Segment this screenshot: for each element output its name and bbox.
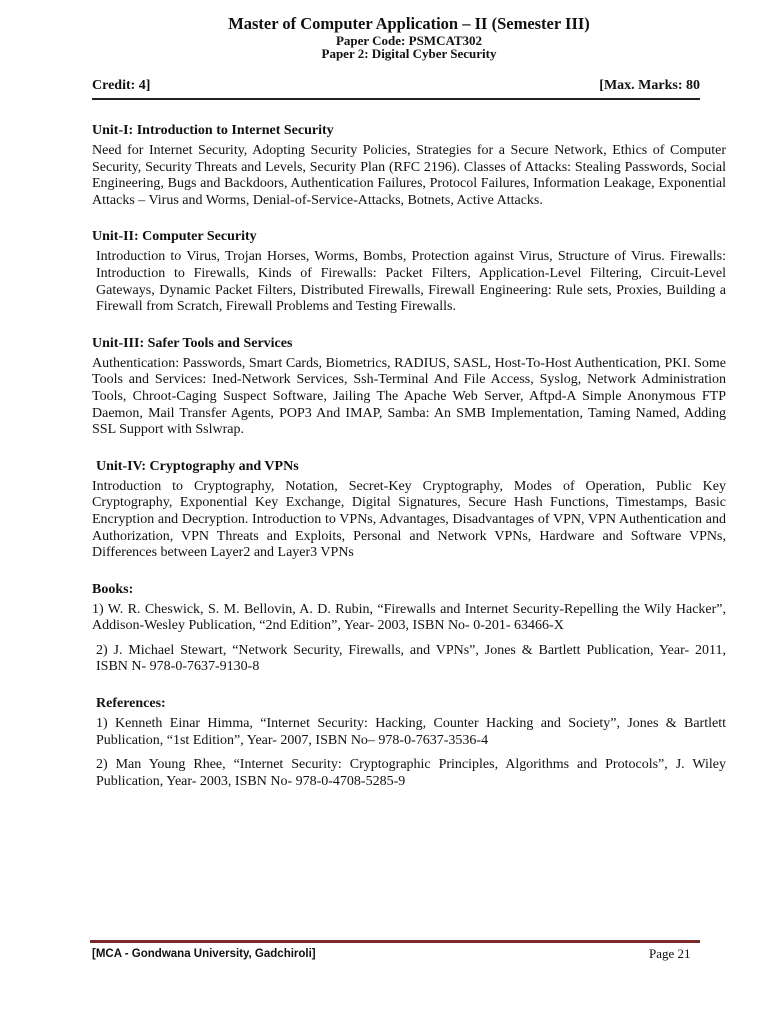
book-item: 2) J. Michael Stewart, “Network Security, Firewalls, and VPNs”, Jones & Bartlett Publication, Year- 2011, ISBN N- 978-0-7637-9130-8 (96, 642, 726, 675)
unit-content: Need for Internet Security, Adopting Security Policies, Strategies for a Secure Network, Ethics of Computer Security, Security Threats and Levels, Security Plan (RFC 2196). Classes of Attacks: Stealing Passwords, Social Engineering, Bugs and Backdoors, Authentication Failures, Protocol Failures, Information Leakage, Exponential Attacks – Virus and Worms, Denial-of-Service-Attacks, Botnets, Active Attacks. (92, 143, 726, 208)
header-divider (92, 98, 700, 100)
unit-section (92, 459, 726, 562)
unit-content: Introduction to Virus, Trojan Horses, Worms, Bombs, Protection against Virus, Structure of Virus. Firewalls: Introduction to Firewalls, Kinds of Firewalls: Packet Filters, Application-Level Filtering, Circuit-Level Gateways, Dynamic Packet Filters, Distributed Firewalls, Firewall Engineering: Rule sets, Proxies, Building a Firewall from Scratch, Firewall Problems and Testing Firewalls. (96, 249, 726, 315)
paper-name: Paper 2: Digital Cyber Security (321, 46, 497, 61)
books-heading: Books: (92, 581, 134, 597)
page-number: Page 21 (649, 946, 691, 961)
unit-section (92, 336, 726, 439)
max-marks-label: [Max. Marks: 80 (599, 78, 700, 93)
document-page (92, 14, 726, 789)
unit-heading: Unit-II: Computer Security (92, 229, 257, 245)
credits-row (92, 78, 700, 94)
books-section (92, 582, 726, 676)
unit-section (92, 229, 726, 315)
unit-heading: Unit-IV: Cryptography and VPNs (96, 458, 299, 474)
footer-institution: [MCA - Gondwana University, Gadchiroli] (92, 948, 316, 960)
footer-divider (90, 940, 700, 943)
paper-code: Paper Code: PSMCAT302 (335, 33, 483, 48)
reference-item: 2) Man Young Rhee, “Internet Security: Cryptographic Principles, Algorithms and Protocols”, J. Wiley Publication, Year- 2003, ISBN No- 978-0-4708-5285-9 (96, 757, 726, 789)
references-heading: References: (96, 696, 166, 712)
unit-section (92, 123, 726, 209)
reference-item: 1) Kenneth Einar Himma, “Internet Security: Hacking, Counter Hacking and Society”, Jones & Bartlett Publication, “1st Edition”, Year- 2007, ISBN No– 978-0-7637-3536-4 (96, 716, 726, 748)
unit-content: Authentication: Passwords, Smart Cards, Biometrics, RADIUS, SASL, Host-To-Host Authentication, PKI. Some Tools and Services: Ined-Network Services, Ssh-Terminal And File Access, Syslog, Network Administration Tools, Chroot-Caging Suspect Software, Jailing The Apache Web Server, Aftpd-A Simple Anonymous FTP Daemon, Mail Transfer Agents, POP3 And IMAP, Samba: An SMB Implementation, Taming Named, Adding SSL Support with Sslwrap. (92, 355, 726, 438)
unit-heading: Unit-III: Safer Tools and Services (92, 335, 293, 351)
page-title: Master of Computer Application – II (Semester III) (228, 14, 590, 33)
syllabus-body (92, 123, 726, 810)
unit-heading: Unit-I: Introduction to Internet Security (92, 123, 334, 138)
credit-label: Credit: 4] (92, 78, 151, 93)
book-item: 1) W. R. Cheswick, S. M. Bellovin, A. D. Rubin, “Firewalls and Internet Security-Repelling the Wily Hacker”, Addison-Wesley Publication, “2nd Edition”, Year- 2003, ISBN No- 0-201- 63466-X (92, 601, 726, 634)
references-section (92, 696, 726, 790)
unit-content: Introduction to Cryptography, Notation, Secret-Key Cryptography, Modes of Operation, Public Key Cryptography, Exponential Key Exchange, Digital Signatures, Secure Hash Functions, Timestamps, Basic Encryption and Decryption. Introduction to VPNs, Advantages, Disadvantages of VPN, VPN Authentication and Authorization, VPN Threats and Exploits, Personal and Network VPNs, Hardware and Software VPNs, Differences between Layer2 and Layer3 VPNs (92, 478, 726, 561)
